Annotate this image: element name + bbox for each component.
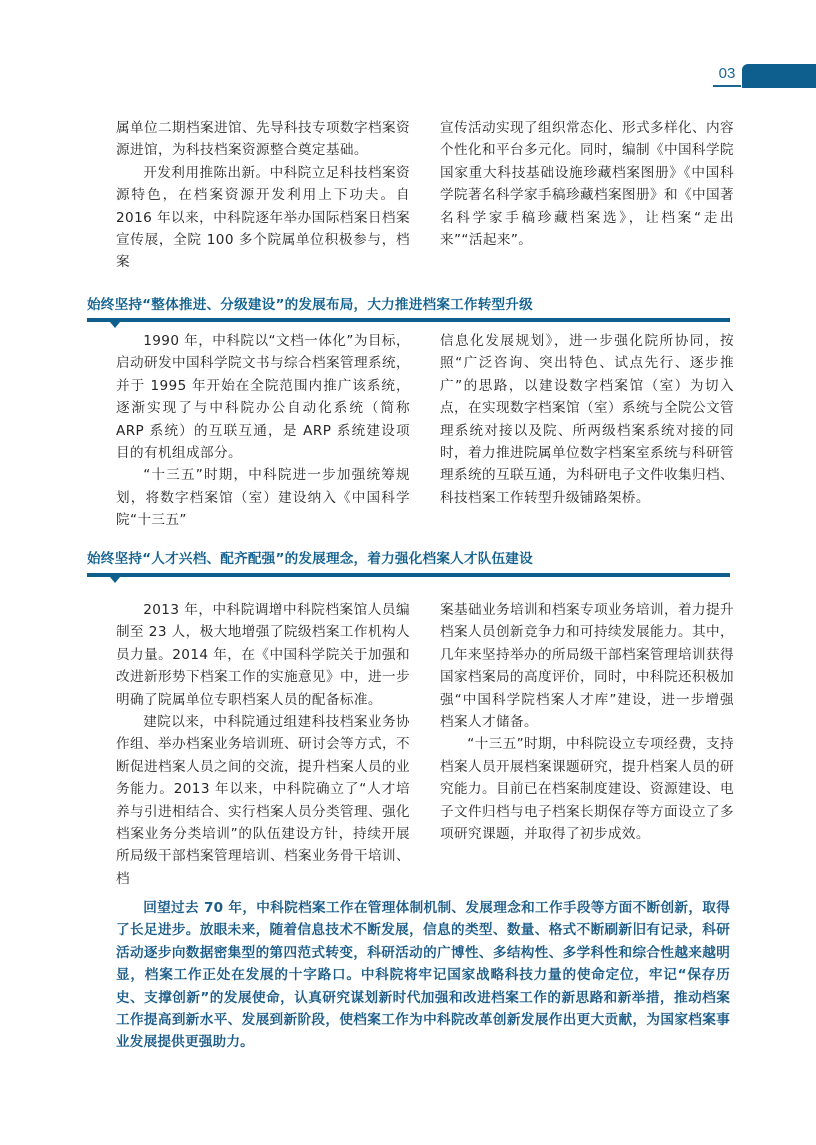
page-number: 03 [713, 63, 741, 87]
conclusion-block [116, 897, 730, 1054]
conclusion-paragraph: 回望过去 70 年，中科院档案工作在管理体制机制、发展理念和工作手段等方面不断创新，取得了长足进步。放眼未来，随着信息技术不断发展，信息的类型、数量、格式不断刷新旧有记录，科研活动逐步向数据密集型的第四范式转变，科研活动的广博性、多结构性、多学科性和综合性越来越明显，档案工作正处在发展的十字路口。中科院将牢记国家战略科技力量的使命定位，牢记“保存历史、支撑创新”的发展使命，认真研究谋划新时代加强和改进档案工作的新思路和新举措，推动档案工作提高到新水平、发展到新阶段，使档案工作为中科院改革创新发展作出更大贡献，为国家档案事业发展提供更强助力。 [116, 900, 730, 1051]
section-divider [87, 573, 730, 577]
paragraph: 宣传活动实现了组织常态化、形式多样化、内容个性化和平台多元化。同时，编制《中国科学院国家重大科技基础设施珍藏档案图册》《中国科学院著名科学家手稿珍藏档案图册》和《中国著名科学家手稿珍藏档案选》，让档案“走出来”“活起来”。 [440, 120, 734, 249]
paragraph: 1990 年，中科院以“文档一体化”为目标，启动研发中国科学院文书与综合档案管理系统，并于 1995 年开始在全院范围内推广该系统，逐渐实现了与中科院办公自动化系统（简称 ARP 系统）的互联互通，是 ARP 系统建设项目的有机组成部分。 [116, 333, 410, 462]
section-title-layout: 始终坚持“整体推进、分级建设”的发展布局，大力推进档案工作转型升级 [87, 297, 533, 313]
divider-arrow-icon [110, 577, 120, 583]
section2-right-column [440, 599, 734, 845]
paragraph: “十三五”时期，中科院进一步加强统筹规划，将数字档案馆（室）建设纳入《中国科学院“十三五” [116, 467, 410, 529]
section2-left-column [116, 599, 410, 890]
section-divider [87, 318, 730, 322]
section1-left-column [116, 330, 410, 532]
section1-right-column [440, 330, 734, 509]
paragraph: 属单位二期档案进馆、先导科技专项数字档案资源进馆，为科技档案资源整合奠定基础。 [116, 120, 410, 159]
paragraph: 信息化发展规划》，进一步强化院所协同，按照“广泛咨询、突出特色、试点先行、逐步推广”的思路，以建设数字档案馆（室）为切入点，在实现数字档案馆（室）系统与全院公文管理系统对接以及院、所两级档案系统对接的同时，着力推进院属单位数字档案室系统与科研管理系统的互联互通，为科研电子文件收集归档、科技档案工作转型升级铺路架桥。 [440, 333, 734, 506]
paragraph: “十三五”时期，中科院设立专项经费，支持档案人员开展档案课题研究，提升档案人员的研究能力。目前已在档案制度建设、资源建设、电子文件归档与电子档案长期保存等方面设立了多项研究课题，并取得了初步成效。 [440, 736, 734, 843]
paragraph: 2013 年，中科院调增中科院档案馆人员编制至 23 人，极大地增强了院级档案工作机构人员力量。2014 年，在《中国科学院关于加强和改进新形势下档案工作的实施意见》中，进一步明确了院属单位专职档案人员的配备标准。 [116, 602, 410, 708]
paragraph: 开发利用推陈出新。中科院立足科技档案资源特色，在档案资源开发利用上下功夫。自2016 年以来，中科院逐年举办国际档案日档案宣传展，全院 100 多个院属单位积极参与，档案 [116, 164, 410, 271]
page-number-band [742, 64, 816, 88]
paragraph: 建院以来，中科院通过组建科技档案业务协作组、举办档案业务培训班、研讨会等方式，不断促进档案人员之间的交流，提升档案人员的业务能力。2013 年以来，中科院确立了“人才培养与引进相结合、实行档案人员分类管理、强化档案业务分类培训”的队伍建设方针，持续开展所局级干部档案管理培训、档案业务骨干培训、档 [116, 714, 410, 887]
intro-left-column [116, 117, 410, 274]
section-title-talent: 始终坚持“人才兴档、配齐配强”的发展理念，着力强化档案人才队伍建设 [87, 551, 533, 567]
divider-arrow-icon [110, 322, 120, 328]
paragraph: 案基础业务培训和档案专项业务培训，着力提升档案人员创新竞争力和可持续发展能力。其中，几年来坚持举办的所局级干部档案管理培训获得国家档案局的高度评价，同时，中科院还积极加强“中国科学院档案人才库”建设，进一步增强档案人才储备。 [440, 602, 734, 731]
intro-right-column [440, 117, 734, 251]
